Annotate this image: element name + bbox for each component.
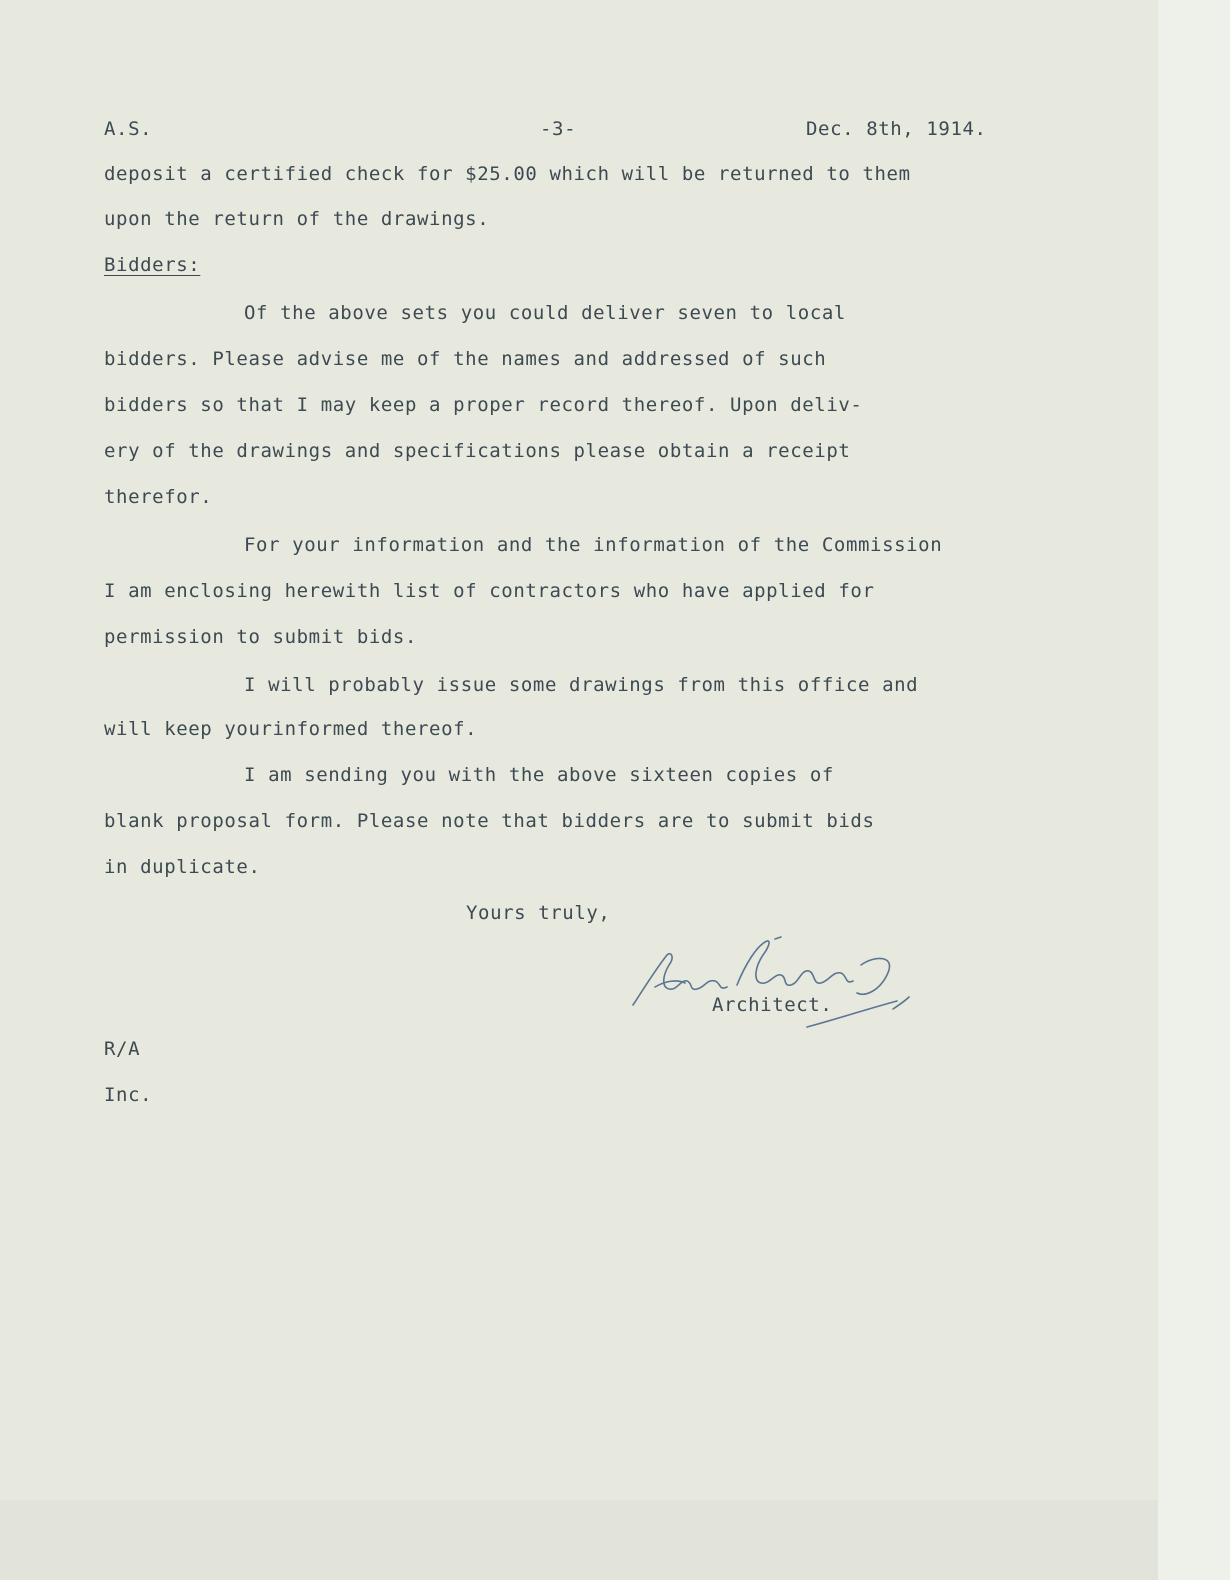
body-line: deposit a certified check for $25.00 which will be returned to them: [104, 163, 911, 185]
section-heading: Bidders:: [104, 254, 201, 276]
body-line: Of the above sets you could deliver seven to local: [244, 302, 846, 324]
page-number: -3-: [540, 118, 577, 140]
body-line: ery of the drawings and specifications please obtain a receipt: [104, 440, 851, 462]
header-initials: A.S.: [104, 118, 153, 140]
body-line: permission to submit bids.: [104, 626, 418, 648]
handwritten-signature: [625, 935, 925, 1035]
signer-title: Architect.: [712, 994, 833, 1016]
body-line: blank proposal form. Please note that bidders are to submit bids: [104, 810, 875, 832]
body-line: upon the return of the drawings.: [104, 208, 490, 230]
body-line: bidders. Please advise me of the names and addressed of such: [104, 348, 827, 370]
background-margin: [0, 1500, 1158, 1580]
letter-date: Dec. 8th, 1914.: [806, 118, 987, 140]
body-line: I will probably issue some drawings from this office and: [244, 674, 919, 696]
body-line: I am sending you with the above sixteen copies of: [244, 764, 834, 786]
body-line: will keep yourinformed thereof.: [104, 718, 478, 740]
body-line: therefor.: [104, 486, 213, 508]
background-margin: [1158, 0, 1230, 1580]
body-line: bidders so that I may keep a proper record thereof. Upon deliv-: [104, 394, 863, 416]
enclosure-note: Inc.: [104, 1084, 153, 1106]
valediction: Yours truly,: [466, 902, 611, 924]
body-line: I am enclosing herewith list of contractors who have applied for: [104, 580, 875, 602]
body-line: For your information and the information of the Commission: [244, 534, 943, 556]
body-line: in duplicate.: [104, 856, 261, 878]
reference-initials: R/A: [104, 1038, 141, 1060]
